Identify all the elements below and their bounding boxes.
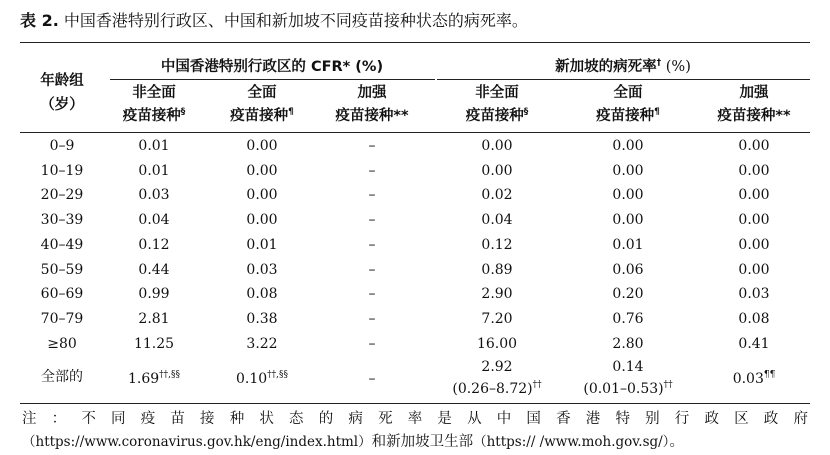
table-cell-age: ≥80 [47,335,77,352]
table-cell-hk-non: 0.99 [138,286,170,303]
hk-source-url: （https://www.coronavirus.gov.hk/eng/index.html） [22,434,372,450]
footnote-char: 同 [111,411,126,427]
table-cell-age: 70–79 [40,310,84,327]
total-sg-full-sup: †† [663,380,673,390]
footnote-end: 。 [669,434,684,450]
footnote-char: 香 [556,411,571,427]
footnote-char: 港 [585,411,601,427]
table-cell-sg-full: 0.00 [612,162,644,179]
table-bottom-rule [20,403,810,404]
table-cell-hk-full: 0.01 [246,236,278,253]
table-cell-sg-full: 0.20 [612,286,644,303]
table-cell-hk-boost: – [368,286,376,303]
hk-group-underline [110,79,435,80]
table-cell-hk-full: 0.03 [246,261,278,278]
total-hk-full-sup: ††,§§ [267,370,289,380]
table-cell-hk-full: 0.00 [246,162,278,179]
column-header-line2-text: 疫苗接种** [335,108,409,124]
column-header-line2 [466,107,529,125]
table-cell-age: 10–19 [40,162,84,179]
table-cell-hk-non: 11.25 [133,335,175,352]
column-header-5 [596,84,660,125]
table-cell-sg-boost: 0.41 [738,335,770,352]
column-header-line2-text: 疫苗接种 [465,108,524,124]
total-hk-full [236,370,288,388]
column-header-sup: § [523,107,529,117]
footnote-char: 率 [407,411,423,427]
age-header-line2: （岁） [40,97,84,113]
column-header-6 [717,84,790,125]
table-cell-sg-full: 0.01 [612,236,644,253]
column-header-line1: 非全面 [132,85,176,101]
column-header-line1: 全面 [247,85,277,101]
column-header-1 [123,84,186,125]
table-cell-sg-non: 0.00 [481,138,513,154]
table-cell-hk-non: 0.12 [138,236,170,253]
table-cell-sg-boost: 0.00 [738,138,770,154]
column-header-line2 [230,107,294,125]
caption-text: 中国香港特别行政区、中国和新加坡不同疫苗接种状态的病死率。 [63,11,528,30]
table-cell-hk-boost: – [368,261,376,278]
table-cell-hk-boost: – [368,162,376,179]
sg-group-unit: (%) [661,59,691,75]
table-cell-hk-boost: – [368,212,376,229]
footnote-char: 疫 [140,411,156,427]
table-cell-hk-non: 0.01 [138,162,170,179]
total-age-label: 全部的 [41,369,83,385]
total-sg-full-value: 0.14 [612,359,644,375]
table-cell-sg-full: 0.06 [612,261,644,278]
table-cell-sg-boost: 0.00 [738,162,770,179]
table-cell-age: 60–69 [40,286,84,303]
table-footnote [22,408,808,454]
table-cell-sg-full: 0.76 [612,310,644,327]
table-cell-hk-non: 0.04 [138,212,170,229]
column-header-line1: 加强 [357,85,387,101]
table-cell-hk-non: 0.03 [138,187,170,204]
column-header-line1: 非全面 [475,85,519,101]
column-header-line2-text: 疫苗接种 [230,108,289,124]
table-cell-age: 30–39 [40,212,84,229]
hk-group-title: 中国香港特别行政区的 CFR* (%) [160,59,384,75]
total-hk-boost-value: – [368,371,376,387]
column-header-line1: 全面 [613,85,643,101]
table-cell-sg-boost: 0.00 [738,212,770,229]
footnote-char: 死 [378,411,393,427]
age-header-line1: 年龄组 [40,73,84,89]
table-cell-sg-boost: 0.00 [738,187,770,204]
table-cell-hk-boost: – [368,335,376,352]
caption-label: 表 2. [20,11,59,30]
column-header-sup: ¶ [288,107,294,117]
hk-group-header [161,58,383,76]
footnote-char: 是 [437,411,452,427]
footnote-line2 [22,431,808,454]
table-cell-age: 50–59 [40,261,84,278]
table-cell-sg-full: 0.00 [612,187,644,204]
column-header-3 [335,84,408,125]
table-cell-sg-non: 0.04 [481,212,513,229]
table-cell-sg-non: 0.02 [481,187,513,204]
sg-group-sup: † [656,58,662,68]
total-age [41,368,83,386]
table-caption [20,8,528,31]
table-cell-sg-non: 0.89 [481,261,513,278]
footnote-line1 [22,408,808,431]
table-cell-hk-full: 0.08 [246,286,278,303]
column-header-line2-text: 疫苗接种** [717,108,791,124]
total-sg-full [583,358,672,398]
table-cell-hk-full: 3.22 [246,335,278,352]
footnote-char: 病 [348,411,363,427]
total-sg-non-ci: (0.26–8.72) [452,381,533,397]
footnote-char: 特 [615,411,630,427]
table-cell-hk-non: 0.01 [138,138,170,154]
column-header-line2 [123,107,186,125]
footnote-char: 别 [645,411,660,427]
table-cell-age: 40–49 [40,236,84,253]
table-cell-sg-non: 0.00 [481,162,513,179]
footnote-char: 接 [200,411,215,427]
total-sg-boost [733,370,776,388]
table-cell-hk-full: 0.00 [246,212,278,229]
table-cell-sg-non: 16.00 [476,335,518,352]
footnote-and-text: 和新加坡卫生部 [371,434,474,450]
footnote-char: 政 [704,411,719,427]
column-header-sup: § [180,107,186,117]
column-header-line2 [335,107,408,125]
total-sg-non-sup: †† [532,380,542,390]
table-cell-hk-full: 0.38 [246,310,278,327]
footnote-char: 区 [734,411,749,427]
age-header [40,72,84,114]
column-header-line2 [596,107,660,125]
table-cell-sg-full: 2.80 [612,335,644,352]
table-cell-hk-full: 0.00 [246,187,278,204]
total-hk-full-value: 0.10 [235,371,268,387]
column-header-line2-text: 疫苗接种 [596,108,655,124]
column-header-line2 [717,107,790,125]
total-sg-non [452,358,541,398]
footnote-char: 态 [289,411,304,427]
table-cell-sg-non: 2.90 [481,286,513,303]
sg-group-title: 新加坡的病死率 [555,59,657,75]
total-sg-full-ci: (0.01–0.53) [583,381,664,397]
column-header-4 [466,84,529,125]
footnote-char: 中 [496,411,512,427]
total-hk-non-sup: ††,§§ [159,370,181,380]
header-bottom-rule [20,132,810,133]
total-sg-boost-value: 0.03 [732,371,764,387]
table-cell-hk-boost: – [368,236,376,253]
total-hk-non-value: 1.69 [127,371,160,387]
footnote-char: 行 [674,411,690,427]
total-sg-boost-sup: ¶¶ [763,370,776,380]
total-hk-boost [369,370,376,388]
column-header-line1: 加强 [739,85,769,101]
table-cell-hk-non: 2.81 [138,310,170,327]
total-sg-non-value: 2.92 [481,359,513,375]
column-header-line2-text: 疫苗接种 [122,108,181,124]
table-cell-sg-full: 0.00 [612,212,644,229]
sg-group-header [555,58,691,76]
column-header-sup: ¶ [654,107,660,117]
footnote-char: 国 [526,411,541,427]
footnote-char: 府 [793,411,808,427]
table-cell-sg-non: 7.20 [481,310,513,327]
footnote-char: 的 [318,411,334,427]
footnote-char: 从 [467,411,482,427]
footnote-char: 政 [763,411,779,427]
table-cell-sg-boost: 0.00 [738,236,770,253]
total-hk-non [128,370,180,388]
table-cell-hk-boost: – [368,310,376,327]
table-cell-sg-boost: 0.00 [738,261,770,278]
footnote-char: ： [51,411,67,427]
footnote-char: 不 [81,411,96,427]
table-cell-hk-non: 0.44 [138,261,170,278]
column-header-2 [230,84,294,125]
sg-group-underline [437,79,810,80]
table-cell-age: 20–29 [40,187,84,204]
table-cell-sg-non: 0.12 [481,236,513,253]
footnote-char: 状 [259,411,274,427]
table-cell-sg-boost: 0.08 [738,310,770,327]
footnote-char: 种 [229,411,245,427]
table-top-rule [20,42,810,43]
table-cell-age: 0–9 [49,138,75,154]
table-cell-sg-boost: 0.03 [738,286,770,303]
sg-source-url: （https:// /www.moh.gov.sg/） [473,434,670,450]
table-cell-hk-full: 0.00 [246,138,278,154]
table-cell-hk-boost: – [368,187,376,204]
footnote-char: 苗 [170,411,185,427]
table-cell-hk-boost: – [368,138,376,154]
footnote-char: 注 [22,411,37,427]
table-cell-sg-full: 0.00 [612,138,644,154]
